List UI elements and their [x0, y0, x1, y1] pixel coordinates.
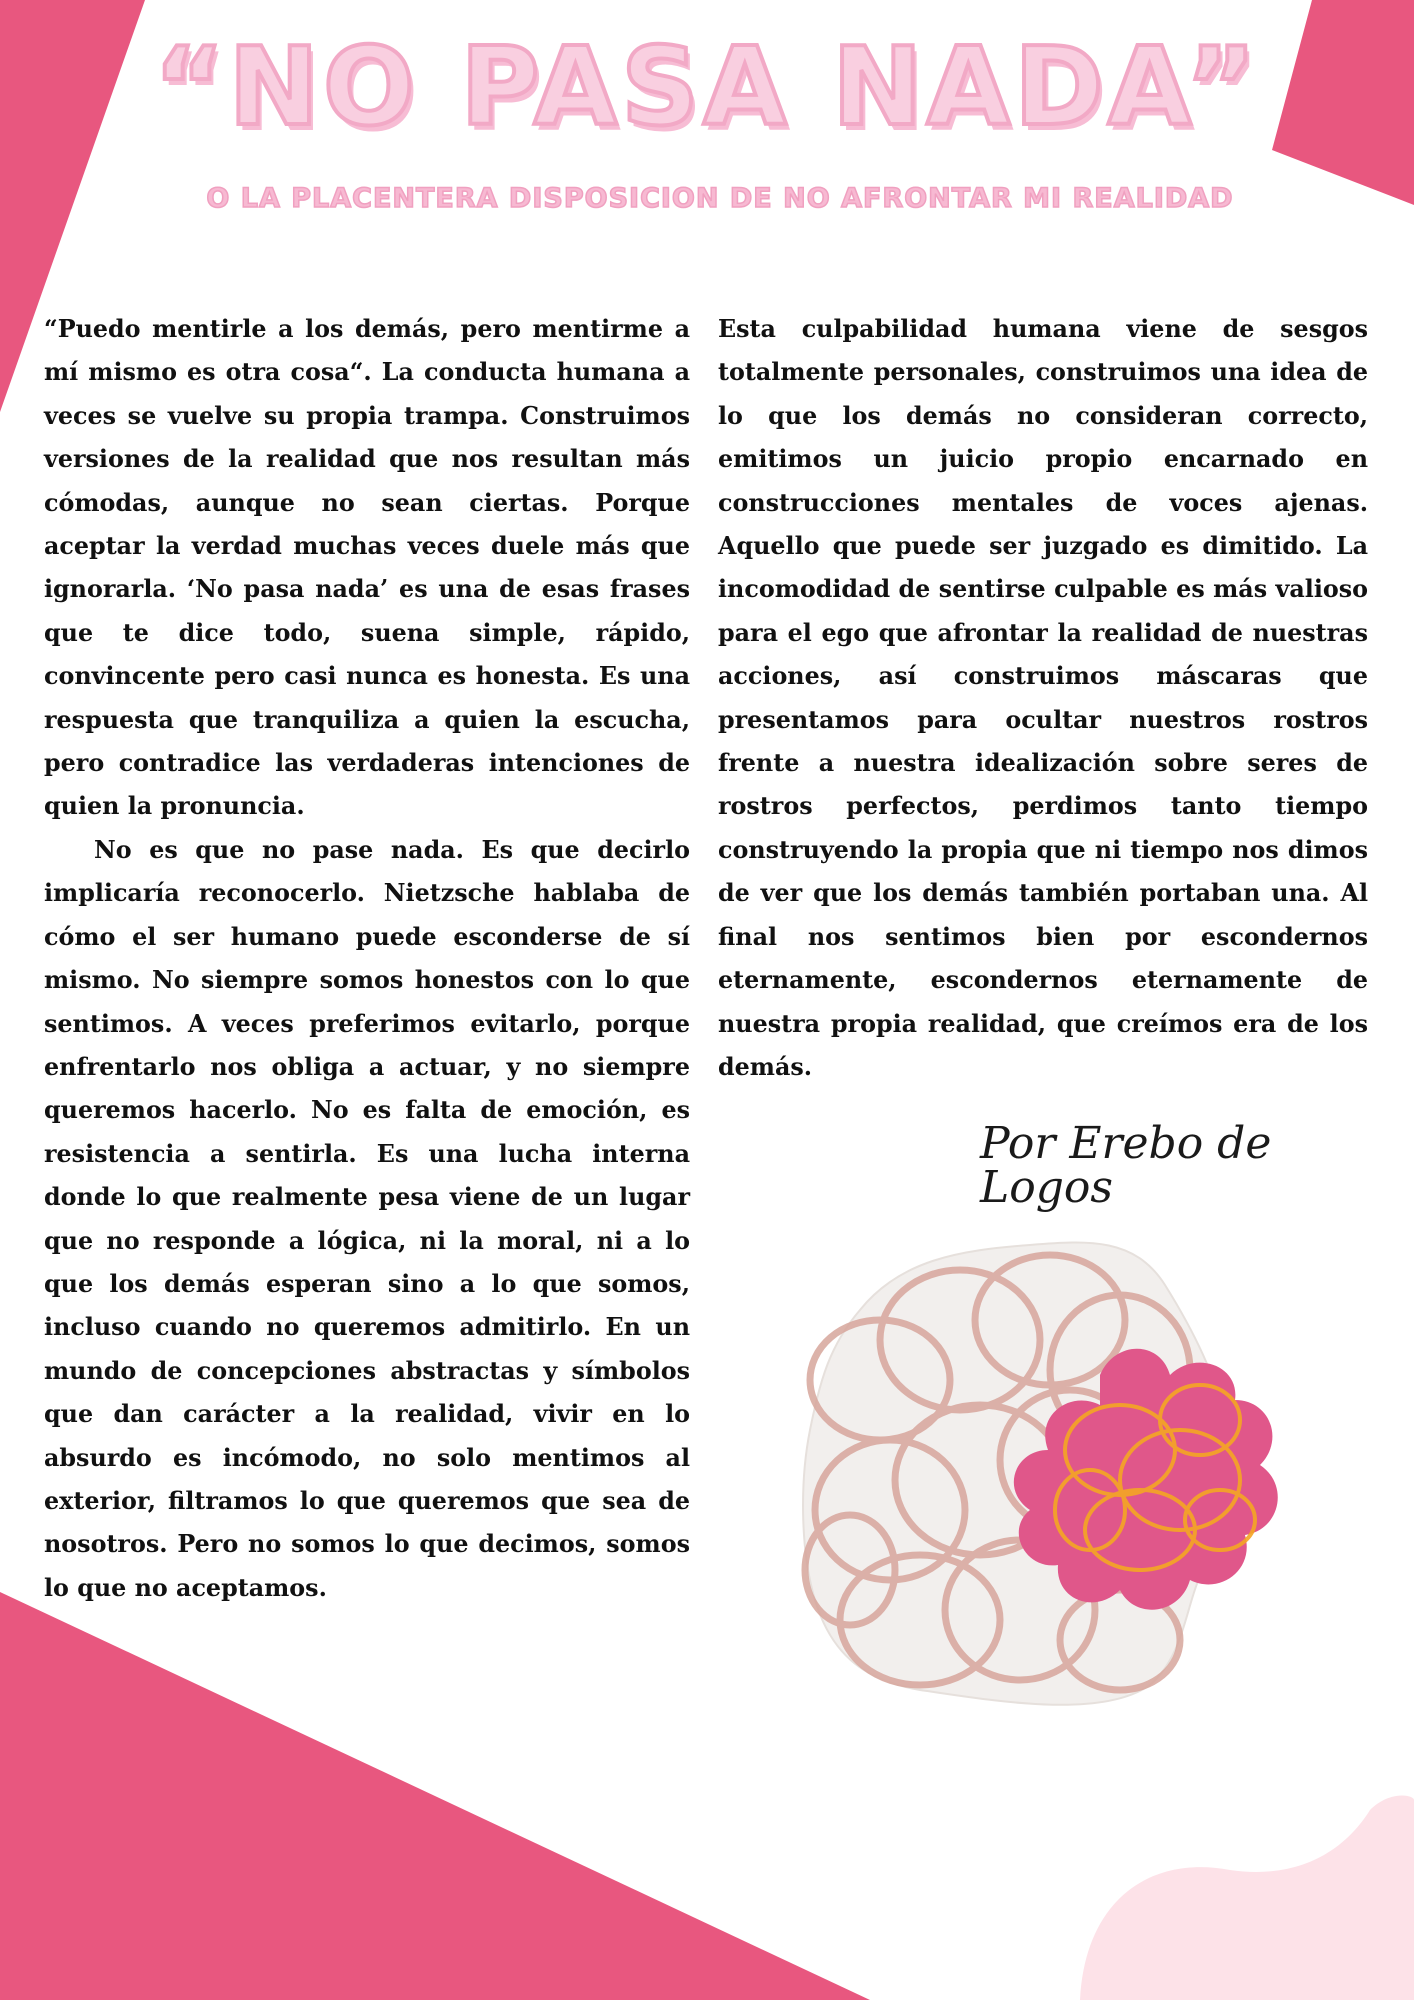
article-left-column	[44, 308, 690, 1610]
paragraph: No es que no pase nada. Es que decirlo implicaría reconocerlo. Nietzsche hablaba de cómo el ser humano puede esconderse de sí mismo. No siempre somos honestos con lo que sentimos. A veces preferimos evitarlo, porque enfrentarlo nos obliga a actuar, y no siempre queremos hacerlo. No es falta de emoción, es resistencia a sentirla. Es una lucha interna donde lo que realmente pesa viene de un lugar que no responde a lógica, ni la moral, ni a lo que los demás esperan sino a lo que somos, incluso cuando no queremos admitirlo. En un mundo de concepciones abstractas y símbolos que dan carácter a la realidad, vivir en lo absurdo es incómodo, no solo mentimos al exterior, filtramos lo que queremos que sea de nosotros. Pero no somos lo que decimos, somos lo que no aceptamos.	[44, 835, 690, 1602]
page-subtitle: O LA PLACENTERA DISPOSICION DE NO AFRONTAR MI REALIDAD	[206, 183, 1234, 214]
decorative-collage	[790, 1230, 1330, 1710]
paragraph: Esta culpabilidad humana viene de sesgos totalmente personales, construimos una idea de lo que los demás no consideran correcto, emitimos un juicio propio encarnado en construcciones mentales de voces ajenas. Aquello que puede ser juzgado es dimitido. La incomodidad de sentirse culpable es más valioso para el ego que afrontar la realidad de nuestras acciones, así construimos máscaras que presentamos para ocultar nuestros rostros frente a nuestra idealización sobre seres de rostros perfectos, perdimos tanto tiempo construyendo la propia que ni tiempo nos dimos de ver que los demás también portaban una. Al final nos sentimos bien por escondernos eternamente, escondernos eternamente de nuestra propia realidad, que creímos era de los demás.	[718, 315, 1368, 1081]
bottom-right-blush-blob	[1080, 1796, 1414, 2000]
author-byline: Por Erebo de Logos	[980, 1118, 1272, 1213]
bottom-pink-band	[0, 1592, 870, 2000]
paragraph: “Puedo mentirle a los demás, pero mentirme a mí mismo es otra cosa“. La conducta humana a veces se vuelve su propia trampa. Construimos versiones de la realidad que nos resultan más cómodas, aunque no sean ciertas. Porque aceptar la verdad muchas veces duele más que ignorarla. ‘No pasa nada’ es una de esas frases que te dice todo, suena simple, rápido, convincente pero casi nunca es honesta. Es una respuesta que tranquiliza a quien la escucha, pero contradice las verdaderas intenciones de quien la pronuncia.	[44, 315, 690, 821]
page-title: “NO PASA NADA”	[153, 25, 1261, 150]
article-right-column	[718, 308, 1368, 1089]
